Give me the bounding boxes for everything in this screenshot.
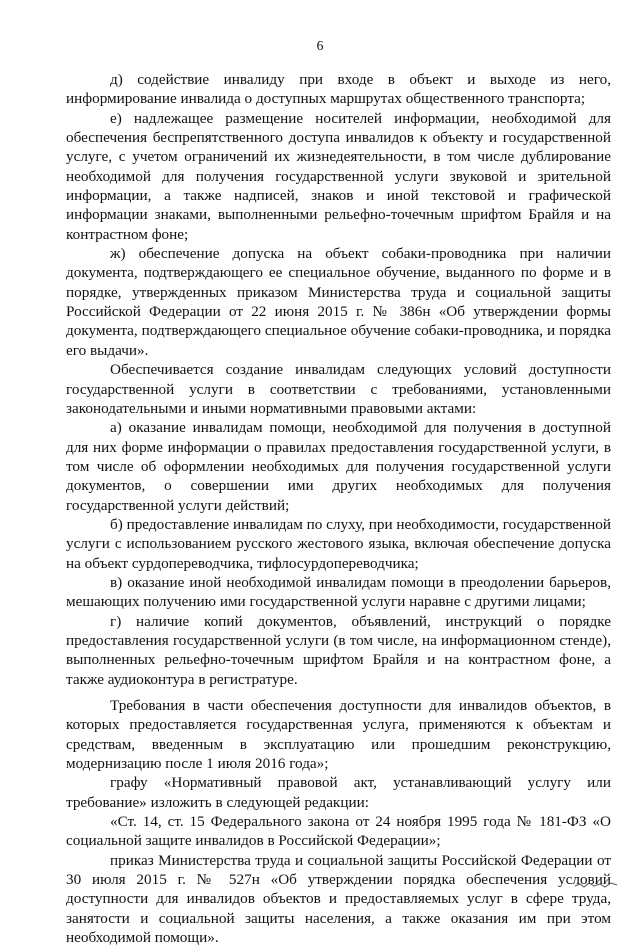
- margin-scribble-mark: [574, 881, 618, 889]
- paragraph-federal-law: «Ст. 14, ст. 15 Федерального закона от 24 ноября 1995 года № 181-ФЗ «О социальной защите инвалидов в Российской Федерации»;: [66, 813, 611, 850]
- document-body: [66, 70, 611, 947]
- paragraph-g: г) наличие копий документов, объявлений, инструкций о порядке предоставления государственной услуги (в том числе, на информационном стенде), выполненных рельефно-точечным шрифтом Брайля и на контрастном фоне, а также аудиоконтура в регистратуре.: [66, 612, 611, 688]
- paragraph-conditions-intro: Обеспечивается создание инвалидам следующих условий доступности государственной услуги в соответствии с требованиями, установленными законодательными и иными нормативными правовыми актами:: [66, 361, 611, 417]
- paragraph-ministry-order: приказ Министерства труда и социальной защиты Российской Федерации от 30 июля 2015 г. № 527н «Об утверждении порядка обеспечения условий доступности для инвалидов объектов и предоставляемых услуг в сфере труда, занятости и социальной защиты населения, а также оказания им при этом необходимой помощи».: [66, 851, 611, 947]
- paragraph-column-instruction: графу «Нормативный правовой акт, устанавливающий услугу или требование» изложить в следующей редакции:: [66, 774, 611, 811]
- paragraph-v: в) оказание иной необходимой инвалидам помощи в преодолении барьеров, мешающих получению ими государственной услуги наравне с другими лицами;: [66, 573, 611, 611]
- paragraph-e: е) надлежащее размещение носителей информации, необходимой для обеспечения беспрепятственного доступа инвалидов к объекту и государственной услуге, с учетом ограничений их жизнедеятельности, в том числе дублирование необходимой для получения государственной услуги звуковой и зрительной информации, а также надписей, знаков и иной текстовой и графической информации знаками, выполненными рельефно-точечным шрифтом Брайля и на контрастном фоне;: [66, 109, 611, 243]
- paragraph-b: б) предоставление инвалидам по слуху, при необходимости, государственной услуги с использованием русского жестового языка, включая обеспечение допуска на объект сурдопереводчика, тифлосурдопереводчика;: [66, 515, 611, 572]
- paragraph-zh: ж) обеспечение допуска на объект собаки-проводника при наличии документа, подтверждающего ее специальное обучение, выданного по форме и в порядке, утвержденных приказом Министерства труда и социальной защиты Российской Федерации от 22 июня 2015 г. № 386н «Об утверждении формы документа, подтверждающего специальное обучение собаки-проводника, и порядка его выдачи».: [66, 245, 611, 359]
- paragraph-a: а) оказание инвалидам помощи, необходимой для получения в доступной для них форме информации о правилах предоставления государственной услуги, в том числе об оформлении необходимых для получения государственной услуги документов, о совершении ими других необходимых для получения государственной услуги действий;: [66, 419, 611, 514]
- paragraph-d: д) содействие инвалиду при входе в объект и выходе из него, информирование инвалида о доступных маршрутах общественного транспорта;: [66, 71, 611, 108]
- page-number: 6: [316, 38, 324, 53]
- paragraph-requirements: Требования в части обеспечения доступности для инвалидов объектов, в которых предоставляется государственная услуга, применяются к объектам и средствам, введенным в эксплуатацию или прошедшим реконструкцию, модернизацию после 1 июля 2016 года»;: [66, 697, 611, 773]
